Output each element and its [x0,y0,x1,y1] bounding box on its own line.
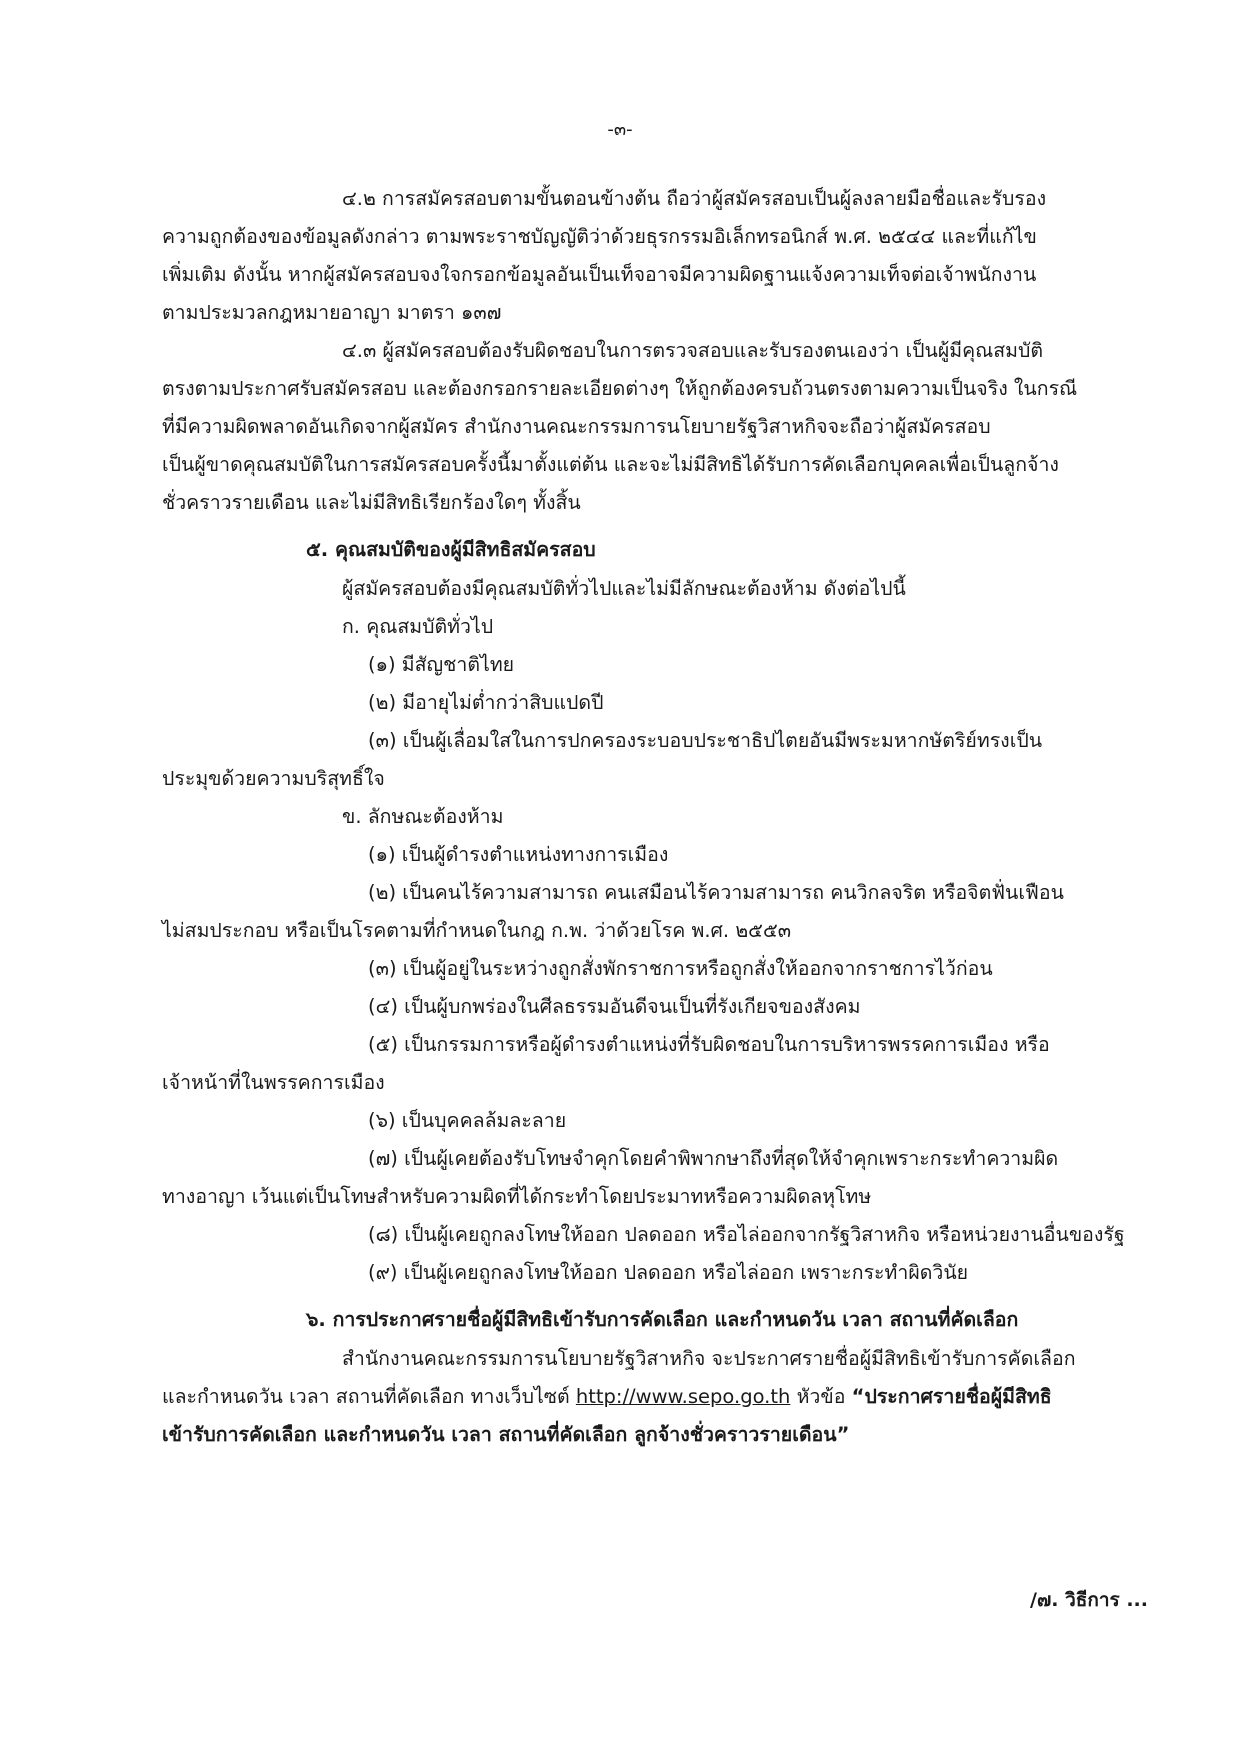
prohibited-item-2-cont: ไม่สมประกอบ หรือเป็นโรคตามที่กำหนดในกฎ ก.พ. ว่าด้วยโรค พ.ศ. ๒๕๕๓ [162,919,792,942]
section-6-topic-label: หัวข้อ [790,1385,852,1408]
section-4-2-line-2: ความถูกต้องของข้อมูลดังกล่าว ตามพระราชบัญญัติว่าด้วยธุรกรรมอิเล็กทรอนิกส์ พ.ศ. ๒๕๔๔ และที่แก้ไข [162,225,1037,248]
prohibited-item-4: (๔) เป็นผู้บกพร่องในศีลธรรมอันดีจนเป็นที่รังเกียจของสังคม [368,995,861,1018]
prohibited-item-2: (๒) เป็นคนไร้ความสามารถ คนเสมือนไร้ความสามารถ คนวิกลจริต หรือจิตฟั่นเฟือน [368,881,1064,904]
section-6-line-2 [162,1387,1052,1407]
prohibited-item-5: (๕) เป็นกรรมการหรือผู้ดำรงตำแหน่งที่รับผิดชอบในการบริหารพรรคการเมือง หรือ [368,1033,1050,1056]
section-5-intro: ผู้สมัครสอบต้องมีคุณสมบัติทั่วไปและไม่มีลักษณะต้องห้าม ดังต่อไปนี้ [342,577,906,600]
prohibited-item-9: (๙) เป็นผู้เคยถูกลงโทษให้ออก ปลดออก หรือไล่ออก เพราะกระทำผิดวินัย [368,1261,969,1284]
section-4-2-line-4: ตามประมวลกฎหมายอาญา มาตรา ๑๓๗ [162,301,502,324]
page-number: -๓- [607,119,633,140]
next-page-reference: /๗. วิธีการ ... [1030,1589,1148,1611]
section-6-line-1: สำนักงานคณะกรรมการนโยบายรัฐวิสาหกิจ จะประกาศรายชื่อผู้มีสิทธิเข้ารับการคัดเลือก [342,1347,1076,1370]
prohibited-item-5-cont: เจ้าหน้าที่ในพรรคการเมือง [162,1071,385,1094]
section-4-2-line-1: ๔.๒ การสมัครสอบตามขั้นตอนข้างต้น ถือว่าผู้สมัครสอบเป็นผู้ลงลายมือชื่อและรับรอง [342,187,1047,210]
general-qualification-3-cont: ประมุขด้วยความบริสุทธิ์ใจ [162,767,385,790]
prohibited-item-7-cont: ทางอาญา เว้นแต่เป็นโทษสำหรับความผิดที่ได้กระทำโดยประมาทหรือความผิดลหุโทษ [162,1185,872,1208]
section-5-heading: ๕. คุณสมบัติของผู้มีสิทธิสมัครสอบ [306,538,596,561]
section-4-3-line-5: ชั่วคราวรายเดือน และไม่มีสิทธิเรียกร้องใดๆ ทั้งสิ้น [162,491,581,514]
general-qualifications-heading: ก. คุณสมบัติทั่วไป [342,615,494,638]
prohibited-item-6: (๖) เป็นบุคคลล้มละลาย [368,1109,567,1132]
prohibited-item-1: (๑) เป็นผู้ดำรงตำแหน่งทางการเมือง [368,843,669,866]
section-4-3-line-4: เป็นผู้ขาดคุณสมบัติในการสมัครสอบครั้งนี้มาตั้งแต่ต้น และจะไม่มีสิทธิได้รับการคัดเลือกบุคคลเพื่อเป็นลูกจ้าง [162,453,1059,476]
prohibited-item-3: (๓) เป็นผู้อยู่ในระหว่างถูกสั่งพักราชการหรือถูกสั่งให้ออกจากราชการไว้ก่อน [368,957,993,980]
section-6-topic-title: “ประกาศรายชื่อผู้มีสิทธิ [851,1385,1052,1408]
section-4-3-line-1: ๔.๓ ผู้สมัครสอบต้องรับผิดชอบในการตรวจสอบและรับรองตนเองว่า เป็นผู้มีคุณสมบัติ [342,339,1044,362]
section-4-2-line-3: เพิ่มเติม ดังนั้น หากผู้สมัครสอบจงใจกรอกข้อมูลอันเป็นเท็จอาจมีความผิดฐานแจ้งความเท็จต่อเจ้าพนักงาน [162,263,1037,286]
general-qualification-3: (๓) เป็นผู้เลื่อมใสในการปกครองระบอบประชาธิปไตยอันมีพระมหากษัตริย์ทรงเป็น [368,729,1043,752]
prohibited-item-8: (๘) เป็นผู้เคยถูกลงโทษให้ออก ปลดออก หรือไล่ออกจากรัฐวิสาหกิจ หรือหน่วยงานอื่นของรัฐ [368,1223,1125,1246]
section-4-3-line-2: ตรงตามประกาศรับสมัครสอบ และต้องกรอกรายละเอียดต่างๆ ให้ถูกต้องครบถ้วนตรงตามความเป็นจริง ในกรณี [162,377,1078,400]
section-6-heading: ๖. การประกาศรายชื่อผู้มีสิทธิเข้ารับการคัดเลือก และกำหนดวัน เวลา สถานที่คัดเลือก [306,1308,1019,1331]
section-6-line-2-text: และกำหนดวัน เวลา สถานที่คัดเลือก ทางเว็บไซต์ [162,1385,576,1408]
prohibited-characteristics-heading: ข. ลักษณะต้องห้าม [342,805,504,828]
prohibited-item-7: (๗) เป็นผู้เคยต้องรับโทษจำคุกโดยคำพิพากษาถึงที่สุดให้จำคุกเพราะกระทำความผิด [368,1147,1059,1170]
section-4-3-line-3: ที่มีความผิดพลาดอันเกิดจากผู้สมัคร สำนักงานคณะกรรมการนโยบายรัฐวิสาหกิจจะถือว่าผู้สมัครสอบ [162,415,991,438]
general-qualification-2: (๒) มีอายุไม่ต่ำกว่าสิบแปดปี [368,691,604,714]
section-6-line-3: เข้ารับการคัดเลือก และกำหนดวัน เวลา สถานที่คัดเลือก ลูกจ้างชั่วคราวรายเดือน” [162,1423,850,1446]
sepo-website-link[interactable]: http://www.sepo.go.th [575,1385,791,1408]
general-qualification-1: (๑) มีสัญชาติไทย [368,653,515,676]
